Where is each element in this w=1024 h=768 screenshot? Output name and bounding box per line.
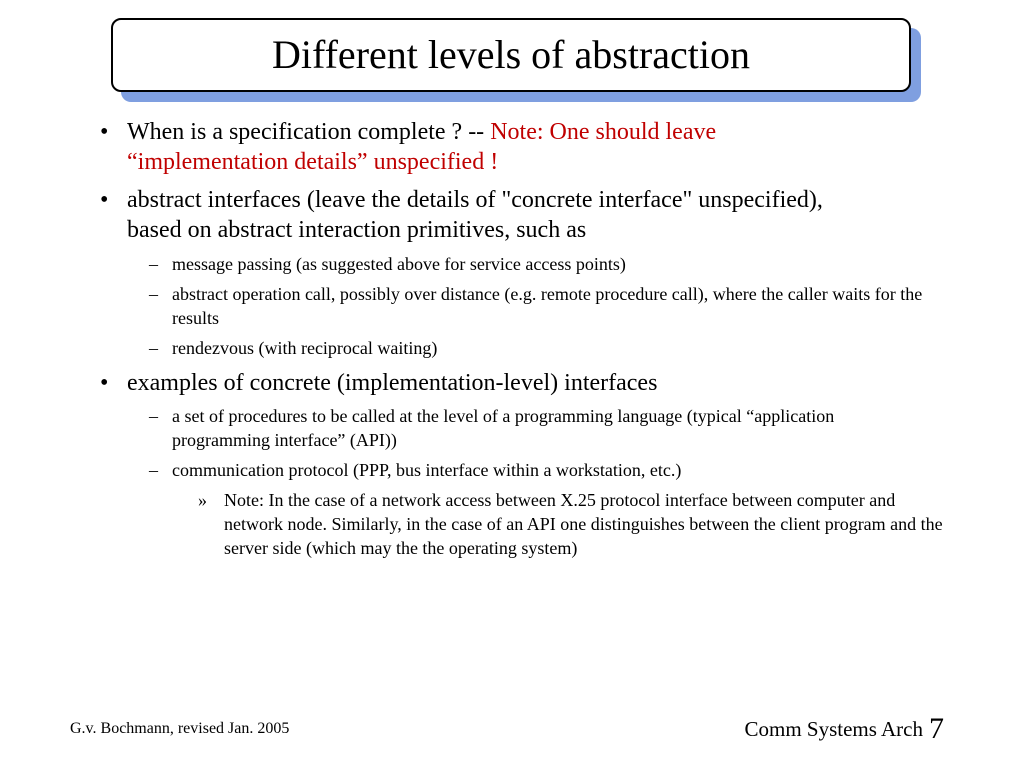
- bullet-marker: •: [100, 187, 109, 213]
- footer-course-title: Comm Systems Arch: [744, 717, 923, 741]
- sub-bullet-operation-call: abstract operation call, possibly over distance (e.g. remote procedure call), where the caller waits for the results: [172, 284, 923, 328]
- sub-bullet-procedures: a set of procedures to be called at the level of a programming language (typical “application programming interface” (API)): [172, 406, 835, 450]
- page-number: 7: [929, 712, 944, 745]
- bullet-concrete-interfaces: examples of concrete (implementation-level) interfaces: [127, 370, 658, 396]
- sub-bullet-marker: –: [149, 284, 158, 304]
- slide-title: Different levels of abstraction: [272, 32, 750, 77]
- sub-bullet-communication-protocol: communication protocol (PPP, bus interface within a workstation, etc.): [172, 460, 682, 480]
- sub-sub-bullet-marker: »: [198, 490, 207, 510]
- bullet-spec-complete-text: When is a specification complete ? --: [127, 119, 491, 145]
- sub-bullet-marker: –: [149, 460, 158, 480]
- sub-bullet-marker: –: [149, 406, 158, 426]
- footer-author: G.v. Bochmann, revised Jan. 2005: [70, 720, 290, 737]
- sub-sub-bullet-note: Note: In the case of a network access between X.25 protocol interface between computer and network node. Similarly, in the case of an API one distinguishes between the client program and the server side (which may the the operating system): [224, 490, 943, 558]
- sub-bullet-marker: –: [149, 338, 158, 358]
- bullet-spec-complete-note: Note: One should leave “implementation details” unspecified !: [127, 119, 717, 175]
- sub-bullet-marker: –: [149, 254, 158, 274]
- footer-course: [744, 712, 944, 746]
- bullet-abstract-interfaces: abstract interfaces (leave the details of "concrete interface" unspecified), based on abstract interaction primitives, such as: [127, 187, 823, 243]
- bullet-marker: •: [100, 119, 109, 145]
- sub-bullet-rendezvous: rendezvous (with reciprocal waiting): [172, 338, 438, 358]
- bullet-marker: •: [100, 370, 109, 396]
- sub-bullet-message-passing: message passing (as suggested above for service access points): [172, 254, 626, 274]
- bullet-spec-complete: [127, 117, 867, 177]
